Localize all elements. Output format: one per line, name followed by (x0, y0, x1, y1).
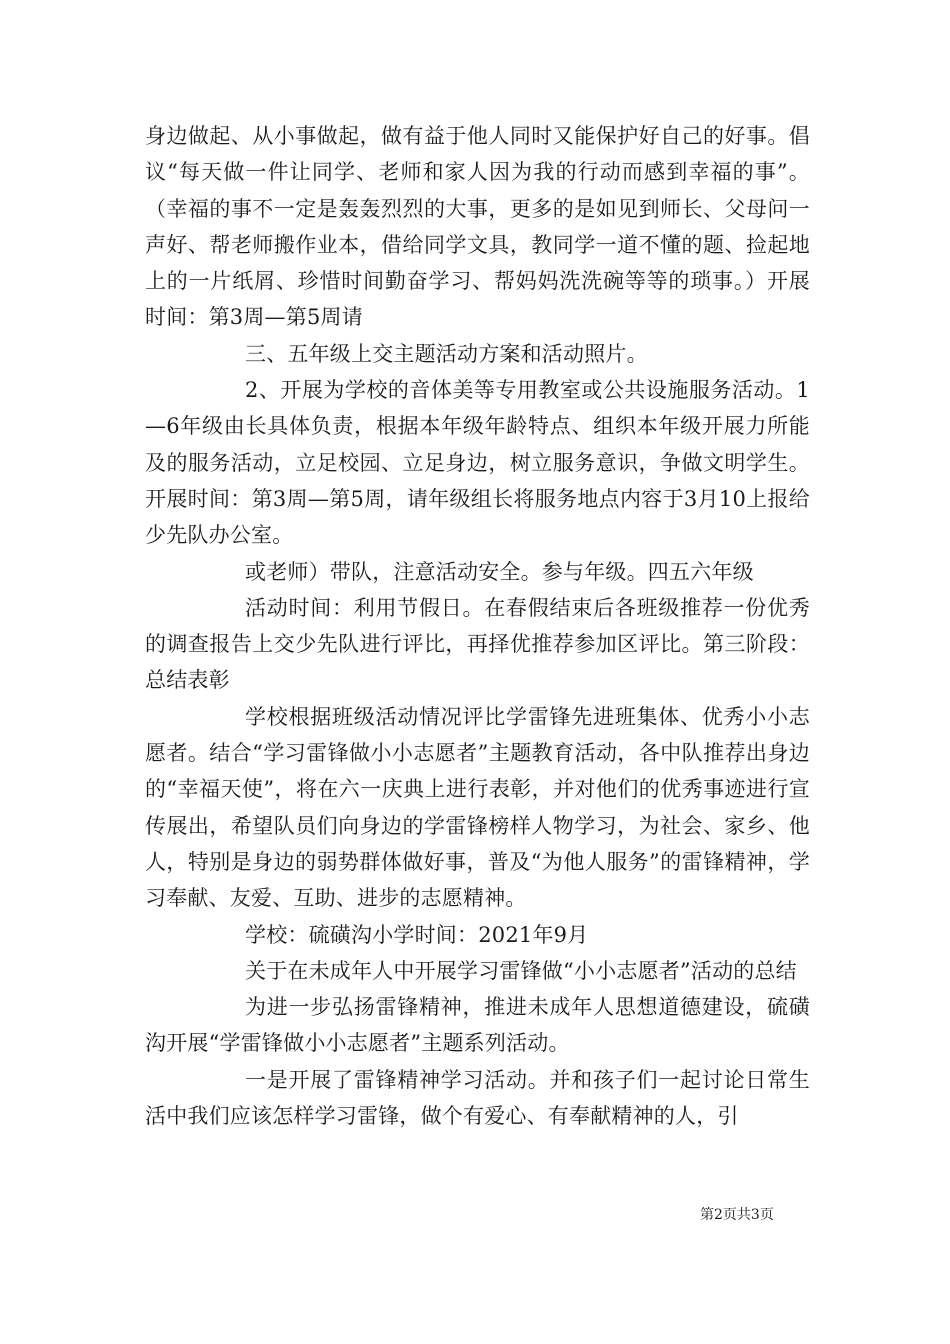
paragraph: 三、五年级上交主题活动方案和活动照片。 (245, 341, 648, 366)
paragraph: 2、开展为学校的音体美等专用教室或公共设施服务活动。1—6年级由长具体负责，根据本年级年龄特点、组织本年级开展力所能及的服务活动，立足校园、立足身边，树立服务意识，争做文明学生。开展时间：第3周—第5周，请年级组长将服务地点内容于3月10上报给少先队办公室。 (145, 378, 810, 548)
page-number: 第2页共3页 (700, 1207, 774, 1223)
paragraph: 一是开展了雷锋精神学习活动。并和孩子们一起讨论日常生活中我们应该怎样学习雷锋，做个有爱心、有奉献精神的人，引 (145, 1067, 810, 1129)
paragraph: 学校根据班级活动情况评比学雷锋先进班集体、优秀小小志愿者。结合“学习雷锋做小小志愿者”主题教育活动，各中队推荐出身边的“幸福天使”，将在六一庆典上进行表彰，并对他们的优秀事迹进行宣传展出，希望队员们向身边的学雷锋榜样人物学习，为社会、家乡、他人，特别是身边的弱势群体做好事，普及“为他人服务”的雷锋精神，学习奉献、友爱、互助、进步的志愿精神。 (145, 704, 810, 911)
paragraph: 活动时间：利用节假日。在春假结束后各班级推荐一份优秀的调查报告上交少先队进行评比，再择优推荐参加区评比。第三阶段：总结表彰 (145, 595, 810, 693)
paragraph: 学校：硫磺沟小学时间：2021年9月 (245, 922, 589, 947)
paragraph: 为进一步弘扬雷锋精神，推进未成年人思想道德建设，硫磺沟开展“学雷锋做小小志愿者”主题系列活动。 (145, 995, 810, 1056)
paragraph: 关于在未成年人中开展学习雷锋做“小小志愿者”活动的总结 (245, 958, 797, 983)
paragraph: 身边做起、从小事做起，做有益于他人同时又能保护好自己的好事。倡议“每天做一件让同学、老师和家人因为我的行动而感到幸福的事”。（幸福的事不一定是轰轰烈烈的大事，更多的是如见到师长、父母问一声好、帮老师搬作业本，借给同学文具，教同学一道不懂的题、捡起地上的一片纸屑、珍惜时间勤奋学习、帮妈妈洗洗碗等等的琐事。）开展时间：第3周—第5周请 (145, 124, 810, 330)
body-text (145, 118, 810, 1134)
paragraph: 或老师）带队，注意活动安全。参与年级。四五六年级 (245, 559, 754, 584)
